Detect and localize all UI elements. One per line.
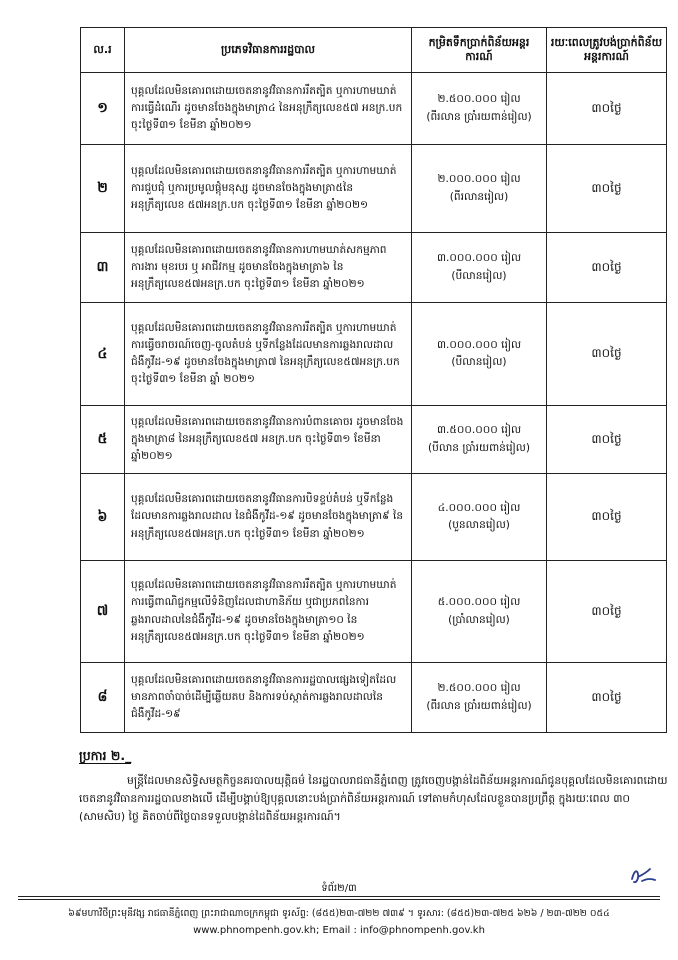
row-amount: ២.៥០០.០០០ រៀល [437, 93, 521, 106]
row-number: ៣ [81, 233, 125, 303]
row-period: ៣០ថ្ងៃ [547, 233, 667, 303]
row-amount: ២.៥០០.០០០ រៀល [437, 682, 521, 695]
row-number: ៦ [81, 474, 125, 561]
row-amount-words: (បីលានរៀល) [451, 269, 507, 282]
row-description: បុគ្គលដែលមិនគោរពដោយចេតនានូវវិធានការរឹតត្បិត ឬការហាមឃាត់ការធ្វើដំណើរ ដូចមានចែងក្នុងមាត្រា៤ នៃអនុក្រឹត្យលេខ៥៧ អនក្រ.បក ចុះថ្ងៃទី៣១ ខែមីនា ឆ្នាំ២០២១ [125, 73, 412, 145]
row-number: ១ [81, 73, 125, 145]
row-period: ៣០ថ្ងៃ [547, 561, 667, 663]
row-description: បុគ្គលដែលមិនគោរពដោយចេតនានូវវិធានការបិទខ្ទប់តំបន់ ឬទីកន្លែងដែលមានការឆ្លងរាលដាល នៃជំងឺកូវីដ-១៩ ដូចមានចែងក្នុងមាត្រា៩ នៃអនុក្រឹត្យលេខ៥៧អនក្រ.បក ចុះថ្ងៃទី៣១ ខែមីនា ឆ្នាំ២០២១ [125, 474, 412, 561]
row-amount: ៣.៥០០.០០០ រៀល [436, 424, 522, 437]
row-amount-cell [412, 406, 547, 474]
table-row [81, 233, 667, 303]
table-row [81, 406, 667, 474]
row-amount-words: (ពីរលានរៀល) [449, 190, 509, 203]
row-period: ៣០ថ្ងៃ [547, 406, 667, 474]
article-heading-text: ប្រការ ២._ [79, 748, 132, 763]
row-period: ៣០ថ្ងៃ [547, 474, 667, 561]
row-amount-words: (ប្រាំលានរៀល) [448, 613, 510, 626]
row-number: ៨ [81, 663, 125, 733]
row-amount-words: (បីលានរៀល) [451, 356, 507, 368]
row-description: បុគ្គលដែលមិនគោរពដោយចេតនានូវវិធានការបំពានគោចរ ដូចមានចែងក្នុងមាត្រា៨ នៃអនុក្រឹត្យលេខ៥៧ អនក្រ.បក ចុះថ្ងៃទី៣១ ខែមីនា ឆ្នាំ២០២១ [125, 406, 412, 474]
table-row [81, 663, 667, 733]
footer-divider-thin [18, 899, 660, 900]
row-amount-cell [412, 663, 547, 733]
row-description: បុគ្គលដែលមិនគោរពដោយចេតនានូវវិធានការរឹតត្បិត ឬការហាមឃាត់ការធ្វើពាណិជ្ជកម្មលើទំនិញដែលជាហានិភ័យ ឬជាប្រភពនៃការឆ្លងរាលដាលនៃជំងឺកូវីដ-១៩ ដូចមានចែងក្នុងមាត្រា១០ នៃអនុក្រឹត្យលេខ៥៧អនក្រ.បក ចុះថ្ងៃទី៣១ ខែមីនា ឆ្នាំ២០២១ [125, 561, 412, 663]
row-number: ៧ [81, 561, 125, 663]
row-amount-cell [412, 561, 547, 663]
footer-address: ៦៩មហាវិថីព្រះមុនីវង្ស រាជធានីភ្នំពេញ ព្រះរាជាណាចក្រកម្ពុជា ទូរស័ព្ទ: (៨៥៥)២៣-៧២២ ៧៣៩ ។ ទូរសារ: (៨៥៥)២៣-៧២៥ ៦២៦ / ២៣-៧២២ ០៥៤ [68, 908, 610, 919]
table-row [81, 303, 667, 406]
table-row [81, 73, 667, 145]
row-number: ២ [81, 145, 125, 233]
row-amount: ៣.០០០.០០០ រៀល [436, 338, 522, 351]
row-description: បុគ្គលដែលមិនគោរពដោយចេតនានូវវិធានការរដ្ឋបាលផ្សេងទៀតដែលមានភាពចាំបាច់ដើម្បីឆ្លើយតប និងការទប់ស្កាត់ការឆ្លងរាលដាលនៃជំងឺកូវីដ-១៩ [125, 663, 412, 733]
row-amount-words: (បីលាន ប្រាំរយពាន់រៀល) [427, 441, 530, 454]
footer-divider [18, 896, 660, 897]
table-row [81, 474, 667, 561]
footer-web-email: www.phnompenh.gov.kh; Email : info@phnompenh.gov.kh [193, 925, 485, 936]
row-amount: ២.០០០.០០០ រៀល [437, 173, 521, 186]
header-measure: ប្រភេទវិធានការរដ្ឋបាល [125, 28, 412, 73]
table-header-row [81, 28, 667, 73]
row-period: ៣០ថ្ងៃ [547, 303, 667, 406]
header-num: ល.រ [81, 28, 125, 73]
row-period: ៣០ថ្ងៃ [547, 663, 667, 733]
row-amount-cell [412, 303, 547, 406]
row-amount-cell [412, 474, 547, 561]
page-number: ទំព័រ២/៣ [321, 883, 357, 894]
row-amount-words: (ពីរលាន ប្រាំរយពាន់រៀល) [426, 699, 532, 712]
row-amount-cell [412, 233, 547, 303]
row-description: បុគ្គលដែលមិនគោរពដោយចេតនានូវវិធានការរឹតត្បិត ឬការហាមឃាត់ការជួបជុំ ឬការប្រមូលផ្តុំមនុស្ស ដូចមានចែងក្នុងមាត្រា៥នៃអនុក្រឹត្យលេខ ៥៧អនក្រ.បក ចុះថ្ងៃទី៣១ ខែមីនា ឆ្នាំ២០២១ [125, 145, 412, 233]
row-amount: ៤.០០០.០០០ រៀល [437, 501, 521, 514]
row-amount-words: (បួនលានរៀល) [448, 519, 510, 531]
header-fine: កម្រិតទឹកប្រាក់ពិន័យអន្តរការណ៍ [412, 28, 547, 73]
row-period: ៣០ថ្ងៃ [547, 145, 667, 233]
row-description: បុគ្គលដែលមិនគោរពដោយចេតនានូវវិធានការហាមឃាត់សកម្មភាពការងារ មុខរបរ ឬ អាជីវកម្ម ដូចមានចែងក្នុងមាត្រា៦ នៃអនុក្រឹត្យលេខ៥៧អនក្រ.បក ចុះថ្ងៃទី៣១ ខែមីនា ឆ្នាំ២០២១ [125, 233, 412, 303]
row-number: ៤ [81, 303, 125, 406]
row-amount-cell [412, 145, 547, 233]
row-amount: ៣.០០០.០០០ រៀល [436, 252, 522, 265]
table-row [81, 145, 667, 233]
row-number: ៥ [81, 406, 125, 474]
row-amount: ៥.០០០.០០០ រៀល [437, 596, 521, 609]
table-row [81, 561, 667, 663]
row-description: បុគ្គលដែលមិនគោរពដោយចេតនានូវវិធានការរឹតត្បិត ឬការហាមឃាត់ការធ្វើចរាចរណ៍ចេញ-ចូលតំបន់ ឬទីកន្លែងដែលមានការឆ្លងរាលដាលជំងឺកូវីដ-១៩ ដូចមានចែងក្នុងមាត្រា៧ នៃអនុក្រឹត្យលេខ៥៧អនក្រ.បក ចុះថ្ងៃទី៣១ ខែមីនា ឆ្នាំ ២០២១ [125, 303, 412, 406]
header-period: រយៈពេលត្រូវបង់ប្រាក់ពិន័យអន្តរការណ៍ [547, 28, 667, 73]
row-amount-cell [412, 73, 547, 145]
article-heading [79, 748, 131, 767]
row-amount-words: (ពីរលាន ប្រាំរយពាន់រៀល) [426, 110, 532, 123]
fines-table [80, 27, 667, 733]
row-period: ៣០ថ្ងៃ [547, 73, 667, 145]
article-paragraph: មន្ត្រីដែលមានសិទ្ធិសមត្ថកិច្ចនគរបាលយុត្តិធម៌ នៃរដ្ឋបាលរាជធានីភ្នំពេញ ត្រូវចេញបង្កាន់ដៃពិន័យអន្តរការណ៍ជូនបុគ្គលដែលមិនគោរពដោយចេតនានូវវិធានការរដ្ឋបាលខាងលើ ដើម្បីបង្គាប់ឱ្យបុគ្គលនោះបង់ប្រាក់ពិន័យអន្តរការណ៍ ទៅតាមកំហុសដែលខ្លួនបានប្រព្រឹត្ត ក្នុងរយៈពេល ៣០ (សាមសិប) ថ្ងៃ គិតចាប់ពីថ្ងៃបានទទួលបង្កាន់ដៃពិន័យអន្តរការណ៍។ [79, 774, 668, 823]
